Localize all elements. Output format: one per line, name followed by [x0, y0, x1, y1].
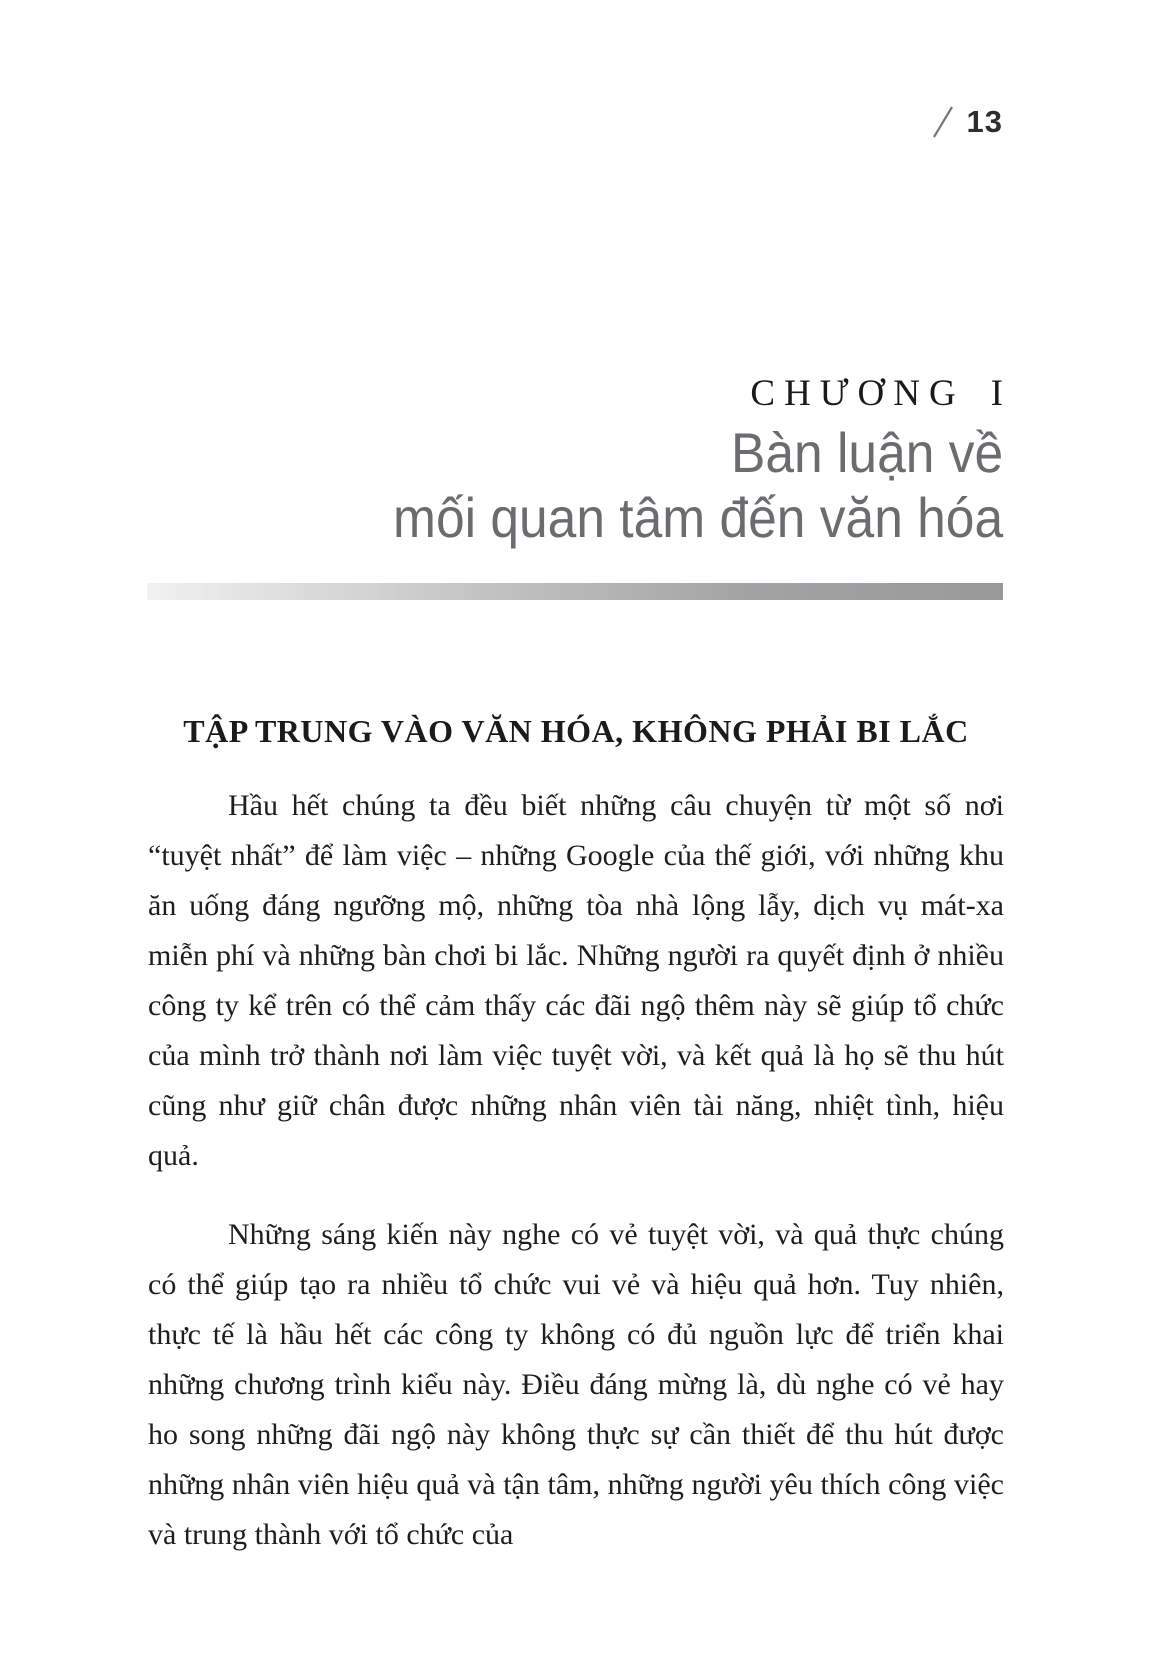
chapter-title: [393, 420, 1003, 550]
paragraph-2: Những sáng kiến này nghe có vẻ tuyệt vời, và quả thực chúng có thể giúp tạo ra nhiều tổ chức vui vẻ và hiệu quả hơn. Tuy nhiên, thực tế là hầu hết các công ty không có đủ nguồn lực để triển khai những chương trình kiểu này. Điều đáng mừng là, dù nghe có vẻ hay ho song những đãi ngộ này không thực sự cần thiết để thu hút được những nhân viên hiệu quả và tận tâm, những người yêu thích công việc và trung thành với tổ chức của: [148, 1218, 1004, 1551]
chapter-divider-bar: [147, 583, 1003, 600]
section-heading: TẬP TRUNG VÀO VĂN HÓA, KHÔNG PHẢI BI LẮC: [183, 713, 969, 749]
chapter-label: [750, 372, 1003, 415]
chapter-numeral: I: [990, 373, 1003, 414]
chapter-label-word: CHƯƠNG: [750, 373, 965, 414]
chapter-title-line-2: mối quan tâm đến văn hóa: [392, 486, 1003, 549]
paragraph-1: Hầu hết chúng ta đều biết những câu chuyện từ một số nơi “tuyệt nhất” để làm việc – những Google của thế giới, với những khu ăn uống đáng ngưỡng mộ, những tòa nhà lộng lẫy, dịch vụ mát-xa miễn phí và những bàn chơi bi lắc. Những người ra quyết định ở nhiều công ty kể trên có thể cảm thấy các đãi ngộ thêm này sẽ giúp tổ chức của mình trở thành nơi làm việc tuyệt vời, và kết quả là họ sẽ thu hút cũng như giữ chân được những nhân viên tài năng, nhiệt tình, hiệu quả.: [148, 789, 1004, 1172]
chapter-title-line-1: Bàn luận về: [730, 421, 1003, 484]
page-header: [932, 104, 1003, 140]
slash-icon: [932, 105, 954, 139]
body-copy: [148, 781, 1004, 1560]
page-number: 13: [966, 104, 1003, 139]
